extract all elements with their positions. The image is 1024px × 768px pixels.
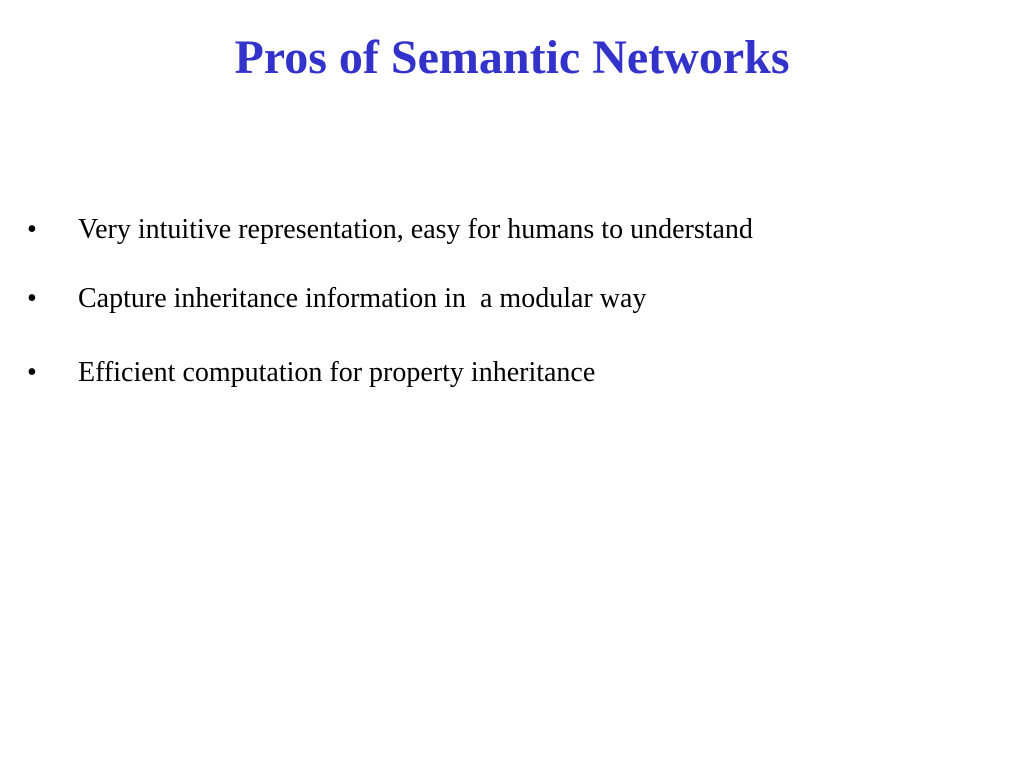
bullet-item: [0, 353, 1024, 393]
bullet-text: Efficient computation for property inheritance: [78, 357, 596, 388]
bullet-marker: •: [27, 214, 37, 245]
slide-title: Pros of Semantic Networks: [234, 31, 790, 84]
bullet-item: [0, 210, 1024, 250]
bullet-item: [0, 279, 1024, 319]
bullet-marker: •: [27, 283, 37, 314]
bullet-text: Very intuitive representation, easy for humans to understand: [78, 214, 753, 245]
bullet-marker: •: [27, 357, 37, 388]
bullet-text: Capture inheritance information in a modular way: [78, 283, 647, 314]
